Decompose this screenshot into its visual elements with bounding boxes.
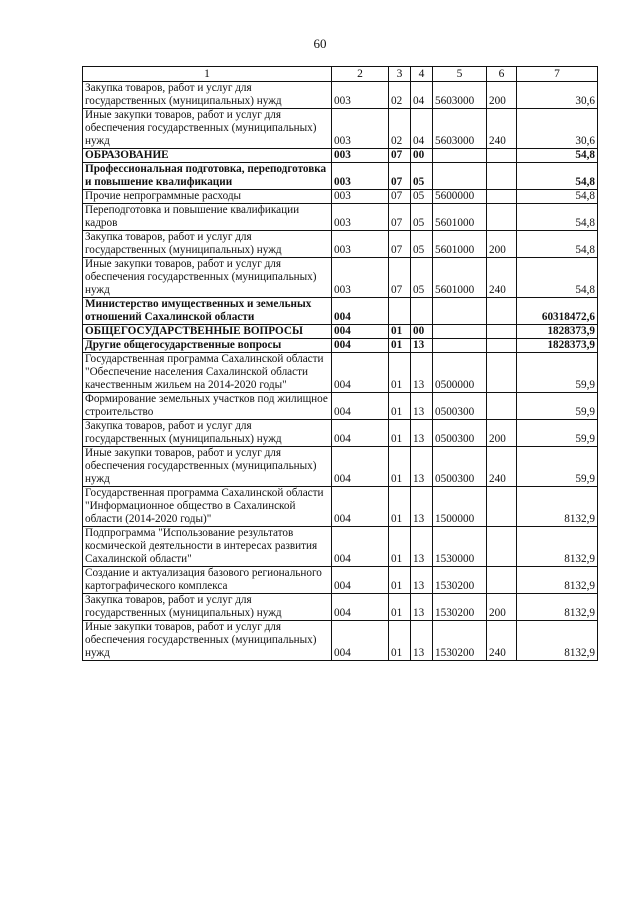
target-article-cell: 0500300 [433,420,487,447]
amount-cell: 8132,9 [517,594,598,621]
subsection-code-cell: 04 [411,109,433,149]
table-row [83,621,598,661]
table-row [83,594,598,621]
ministry-code-cell: 004 [332,527,389,567]
subsection-code-cell: 13 [411,393,433,420]
amount-cell: 59,9 [517,420,598,447]
budget-table [82,66,598,661]
expense-type-cell [487,325,517,339]
table-row [83,163,598,190]
header-cell: 7 [517,67,598,82]
expense-type-cell [487,204,517,231]
expense-type-cell: 240 [487,447,517,487]
table-row [83,204,598,231]
expense-type-cell [487,298,517,325]
ministry-code-cell: 003 [332,109,389,149]
ministry-code-cell: 004 [332,487,389,527]
amount-cell: 54,8 [517,204,598,231]
target-article-cell [433,339,487,353]
header-cell: 3 [389,67,411,82]
table-row [83,487,598,527]
header-cell: 1 [83,67,332,82]
ministry-code-cell: 003 [332,149,389,163]
target-article-cell [433,163,487,190]
item-name-cell: Министерство имущественных и земельных отношений Сахалинской области [83,298,332,325]
expense-type-cell [487,567,517,594]
subsection-code-cell: 13 [411,339,433,353]
item-name-cell: Иные закупки товаров, работ и услуг для обеспечения государственных (муниципальных) нужд [83,621,332,661]
expense-type-cell [487,339,517,353]
ministry-code-cell: 003 [332,163,389,190]
table-row [83,420,598,447]
target-article-cell: 1530200 [433,621,487,661]
table-row [83,567,598,594]
subsection-code-cell: 13 [411,527,433,567]
amount-cell: 54,8 [517,190,598,204]
item-name-cell: ОБРАЗОВАНИЕ [83,149,332,163]
target-article-cell: 5603000 [433,109,487,149]
item-name-cell: Иные закупки товаров, работ и услуг для обеспечения государственных (муниципальных) нужд [83,447,332,487]
subsection-code-cell: 05 [411,190,433,204]
section-code-cell: 01 [389,487,411,527]
amount-cell: 54,8 [517,231,598,258]
section-code-cell: 01 [389,527,411,567]
item-name-cell: Прочие непрограммные расходы [83,190,332,204]
ministry-code-cell: 004 [332,447,389,487]
item-name-cell: Закупка товаров, работ и услуг для государственных (муниципальных) нужд [83,82,332,109]
target-article-cell: 0500000 [433,353,487,393]
section-code-cell: 01 [389,567,411,594]
header-cell: 4 [411,67,433,82]
ministry-code-cell: 003 [332,82,389,109]
item-name-cell: Закупка товаров, работ и услуг для государственных (муниципальных) нужд [83,594,332,621]
subsection-code-cell: 05 [411,163,433,190]
expense-type-cell: 240 [487,621,517,661]
section-code-cell: 02 [389,82,411,109]
expense-type-cell: 200 [487,420,517,447]
section-code-cell: 07 [389,190,411,204]
amount-cell: 54,8 [517,149,598,163]
ministry-code-cell: 003 [332,258,389,298]
target-article-cell: 5601000 [433,231,487,258]
subsection-code-cell: 00 [411,325,433,339]
amount-cell: 1828373,9 [517,339,598,353]
header-cell: 6 [487,67,517,82]
subsection-code-cell: 13 [411,621,433,661]
subsection-code-cell: 13 [411,353,433,393]
expense-type-cell: 200 [487,82,517,109]
table-row [83,447,598,487]
ministry-code-cell: 004 [332,420,389,447]
table-row [83,298,598,325]
subsection-code-cell: 00 [411,149,433,163]
table-row [83,353,598,393]
amount-cell: 60318472,6 [517,298,598,325]
subsection-code-cell: 04 [411,82,433,109]
section-code-cell: 07 [389,149,411,163]
table-row [83,149,598,163]
target-article-cell: 0500300 [433,447,487,487]
item-name-cell: ОБЩЕГОСУДАРСТВЕННЫЕ ВОПРОСЫ [83,325,332,339]
ministry-code-cell: 004 [332,339,389,353]
subsection-code-cell: 05 [411,258,433,298]
target-article-cell: 1530000 [433,527,487,567]
target-article-cell: 5601000 [433,204,487,231]
ministry-code-cell: 004 [332,567,389,594]
subsection-code-cell: 05 [411,204,433,231]
section-code-cell: 01 [389,594,411,621]
amount-cell: 30,6 [517,109,598,149]
ministry-code-cell: 003 [332,204,389,231]
expense-type-cell [487,393,517,420]
table-row [83,190,598,204]
item-name-cell: Иные закупки товаров, работ и услуг для обеспечения государственных (муниципальных) нужд [83,109,332,149]
item-name-cell: Закупка товаров, работ и услуг для государственных (муниципальных) нужд [83,420,332,447]
table-row [83,339,598,353]
ministry-code-cell: 004 [332,353,389,393]
ministry-code-cell: 004 [332,325,389,339]
target-article-cell [433,149,487,163]
item-name-cell: Государственная программа Сахалинской области "Информационное общество в Сахалинской области (2014-2020 годы)" [83,487,332,527]
ministry-code-cell: 004 [332,393,389,420]
target-article-cell [433,298,487,325]
subsection-code-cell: 13 [411,594,433,621]
table-row [83,231,598,258]
expense-type-cell: 240 [487,258,517,298]
expense-type-cell: 200 [487,594,517,621]
section-code-cell: 01 [389,325,411,339]
section-code-cell: 02 [389,109,411,149]
amount-cell: 54,8 [517,163,598,190]
target-article-cell: 1500000 [433,487,487,527]
subsection-code-cell: 05 [411,231,433,258]
page-number: 60 [313,36,327,51]
subsection-code-cell: 13 [411,420,433,447]
table-row [83,109,598,149]
item-name-cell: Подпрограмма "Использование результатов космической деятельности в интересах развития Сахалинской области" [83,527,332,567]
section-code-cell: 07 [389,258,411,298]
amount-cell: 8132,9 [517,621,598,661]
target-article-cell: 0500300 [433,393,487,420]
expense-type-cell [487,190,517,204]
header-cell: 2 [332,67,389,82]
expense-type-cell: 200 [487,231,517,258]
amount-cell: 54,8 [517,258,598,298]
table-row [83,393,598,420]
section-code-cell: 07 [389,231,411,258]
target-article-cell [433,325,487,339]
amount-cell: 8132,9 [517,567,598,594]
table-row [83,325,598,339]
table-header-row [83,67,598,82]
amount-cell: 30,6 [517,82,598,109]
amount-cell: 59,9 [517,393,598,420]
item-name-cell: Формирование земельных участков под жилищное строительство [83,393,332,420]
subsection-code-cell [411,298,433,325]
section-code-cell: 01 [389,420,411,447]
amount-cell: 59,9 [517,353,598,393]
subsection-code-cell: 13 [411,447,433,487]
item-name-cell: Создание и актуализация базового регионального картографического комплекса [83,567,332,594]
expense-type-cell [487,353,517,393]
subsection-code-cell: 13 [411,487,433,527]
subsection-code-cell: 13 [411,567,433,594]
ministry-code-cell: 004 [332,594,389,621]
expense-type-cell [487,163,517,190]
table-row [83,82,598,109]
target-article-cell: 5603000 [433,82,487,109]
ministry-code-cell: 003 [332,231,389,258]
section-code-cell [389,298,411,325]
section-code-cell: 07 [389,163,411,190]
item-name-cell: Профессиональная подготовка, переподготовка и повышение квалификации [83,163,332,190]
section-code-cell: 01 [389,339,411,353]
section-code-cell: 01 [389,393,411,420]
expense-type-cell [487,149,517,163]
section-code-cell: 01 [389,621,411,661]
table-row [83,527,598,567]
ministry-code-cell: 003 [332,190,389,204]
expense-type-cell: 240 [487,109,517,149]
section-code-cell: 01 [389,353,411,393]
ministry-code-cell: 004 [332,298,389,325]
expense-type-cell [487,527,517,567]
ministry-code-cell: 004 [332,621,389,661]
expense-type-cell [487,487,517,527]
target-article-cell: 1530200 [433,567,487,594]
item-name-cell: Другие общегосударственные вопросы [83,339,332,353]
item-name-cell: Государственная программа Сахалинской области "Обеспечение населения Сахалинской области качественным жильем на 2014-2020 годы" [83,353,332,393]
table-row [83,258,598,298]
item-name-cell: Закупка товаров, работ и услуг для государственных (муниципальных) нужд [83,231,332,258]
item-name-cell: Иные закупки товаров, работ и услуг для обеспечения государственных (муниципальных) нужд [83,258,332,298]
section-code-cell: 01 [389,447,411,487]
amount-cell: 8132,9 [517,527,598,567]
item-name-cell: Переподготовка и повышение квалификации кадров [83,204,332,231]
amount-cell: 1828373,9 [517,325,598,339]
amount-cell: 8132,9 [517,487,598,527]
section-code-cell: 07 [389,204,411,231]
target-article-cell: 5601000 [433,258,487,298]
header-cell: 5 [433,67,487,82]
amount-cell: 59,9 [517,447,598,487]
target-article-cell: 1530200 [433,594,487,621]
target-article-cell: 5600000 [433,190,487,204]
